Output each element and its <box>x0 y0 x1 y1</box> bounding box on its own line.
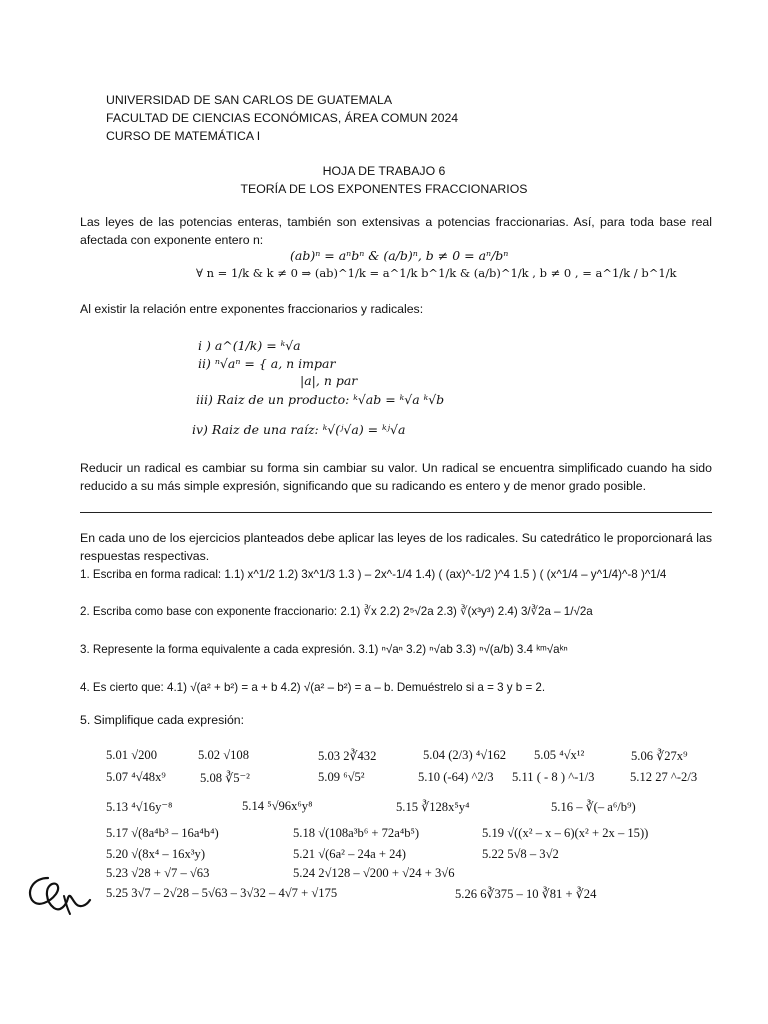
university-name: UNIVERSIDAD DE SAN CARLOS DE GUATEMALA <box>106 93 393 107</box>
question-1: 1. Escriba en forma radical: 1.1) x^1/2 1.2) 3x^1/3 1.3 ) – 2x^-1/4 1.4) ( (ax)^-1/2 )^4 1.5 ) ( (x^1/4 – y^1/4)^-8 )^1/4 <box>80 568 667 581</box>
exercise-5-12: 5.12 27 ^-2/3 <box>630 770 698 784</box>
exercise-5-16: 5.16 – ∛(– a⁶/b⁹) <box>551 800 636 814</box>
property-ii: ii) ⁿ√aⁿ = { a, n impar <box>198 356 336 371</box>
exercise-5-17: 5.17 √(8a⁴b³ – 16a⁴b⁴) <box>106 826 219 840</box>
question-5: 5. Simplifique cada expresión: <box>80 713 245 727</box>
exercise-5-22: 5.22 5√8 – 3√2 <box>482 847 559 861</box>
exercise-5-19: 5.19 √((x² – x – 6)(x² + 2x – 15)) <box>482 826 649 840</box>
exercise-5-20: 5.20 √(8x⁴ – 16x³y) <box>106 847 206 861</box>
worksheet-title: HOJA DE TRABAJO 6 <box>322 164 446 178</box>
property-i: i ) a^(1/k) = ᵏ√a <box>198 338 301 353</box>
exercise-5-03: 5.03 2∛432 <box>318 749 377 763</box>
exercise-5-06: 5.06 ∛27x⁹ <box>631 749 688 763</box>
exercise-5-07: 5.07 ⁴√48x⁹ <box>106 770 166 784</box>
exercise-5-26: 5.26 6∛375 – 10 ∛81 + ∛24 <box>455 887 597 901</box>
exercise-5-24: 5.24 2√128 – √200 + √24 + 3√6 <box>293 866 455 880</box>
property-iv: iv) Raiz de una raíz: ᵏ√(ʲ√a) = ᵏʲ√a <box>192 422 406 437</box>
property-iii: iii) Raiz de un producto: ᵏ√ab = ᵏ√a ᵏ√b <box>196 392 445 407</box>
exercise-5-15: 5.15 ∛128x⁵y⁴ <box>396 800 470 814</box>
exercise-5-21: 5.21 √(6a² – 24a + 24) <box>293 847 406 861</box>
exercises-intro: En cada uno de los ejercicios planteados debe aplicar las leyes de los radicales. Su catedrático le proporcionará las respuestas respectivas. <box>80 531 712 563</box>
exercise-5-18: 5.18 √(108a³b⁶ + 72a⁴b⁵) <box>293 826 420 840</box>
question-4: 4. Es cierto que: 4.1) √(a² + b²) = a + b 4.2) √(a² – b²) = a – b. Demuéstrelo si a = 3 y b = 2. <box>80 681 546 694</box>
worksheet-subtitle: TEORÍA DE LOS EXPONENTES FRACCIONARIOS <box>240 182 528 196</box>
exercise-5-13: 5.13 ⁴√16y⁻⁸ <box>106 800 173 814</box>
exercise-5-04: 5.04 (2/3) ⁴√162 <box>423 748 507 762</box>
exercise-5-05: 5.05 ⁴√x¹² <box>534 748 585 762</box>
intro-paragraph: Las leyes de las potencias enteras, también son extensivas a potencias fraccionarias. Así, para toda base real afectada con exponente entero n: <box>80 215 712 247</box>
property-ii-case: |a|, n par <box>300 373 358 388</box>
question-3: 3. Represente la forma equivalente a cada expresión. 3.1) ⁿ√aⁿ 3.2) ⁿ√ab 3.3) ⁿ√(a/b) 3.4 ᵏᵐ√aᵏⁿ <box>80 643 568 656</box>
power-law-1: (ab)ⁿ = aⁿbⁿ & (a/b)ⁿ, b ≠ 0 = aⁿ/bⁿ <box>290 248 509 263</box>
exercise-5-14: 5.14 ⁵√96x⁶y⁸ <box>242 799 313 813</box>
exercise-5-11: 5.11 ( - 8 ) ^-1/3 <box>512 770 595 784</box>
exercise-5-02: 5.02 √108 <box>198 748 249 762</box>
exercise-5-08: 5.08 ∛5⁻² <box>200 771 250 785</box>
relation-text: Al existir la relación entre exponentes fraccionarios y radicales: <box>80 302 424 316</box>
section-divider <box>80 512 712 513</box>
exercise-5-01: 5.01 √200 <box>106 748 157 762</box>
exercise-5-25: 5.25 3√7 – 2√28 – 5√63 – 3√32 – 4√7 + √175 <box>106 886 338 900</box>
course-name: CURSO DE MATEMÁTICA I <box>106 129 261 143</box>
power-law-2: ∀ n = 1/k & k ≠ 0 ⇒ (ab)^1/k = a^1/k b^1/k & (a/b)^1/k , b ≠ 0 , = a^1/k / b^1/k <box>196 266 677 280</box>
handwritten-signature <box>20 872 100 916</box>
reduce-paragraph: Reducir un radical es cambiar su forma sin cambiar su valor. Un radical se encuentra simplificado cuando ha sido reducido a su más simple expresión, significando que su radicando es entero y de menor grado posible. <box>80 461 712 493</box>
exercise-5-23: 5.23 √28 + √7 – √63 <box>106 866 210 880</box>
faculty-name: FACULTAD DE CIENCIAS ECONÓMICAS, ÁREA COMUN 2024 <box>106 111 459 125</box>
exercise-5-09: 5.09 ⁶√5² <box>318 770 365 784</box>
exercise-5-10: 5.10 (-64) ^2/3 <box>418 770 494 784</box>
question-2: 2. Escriba como base con exponente fraccionario: 2.1) ∛x 2.2) 2⁵√2a 2.3) ∛(x³y³) 2.4) 3/∛2a – 1/√2a <box>80 605 593 618</box>
